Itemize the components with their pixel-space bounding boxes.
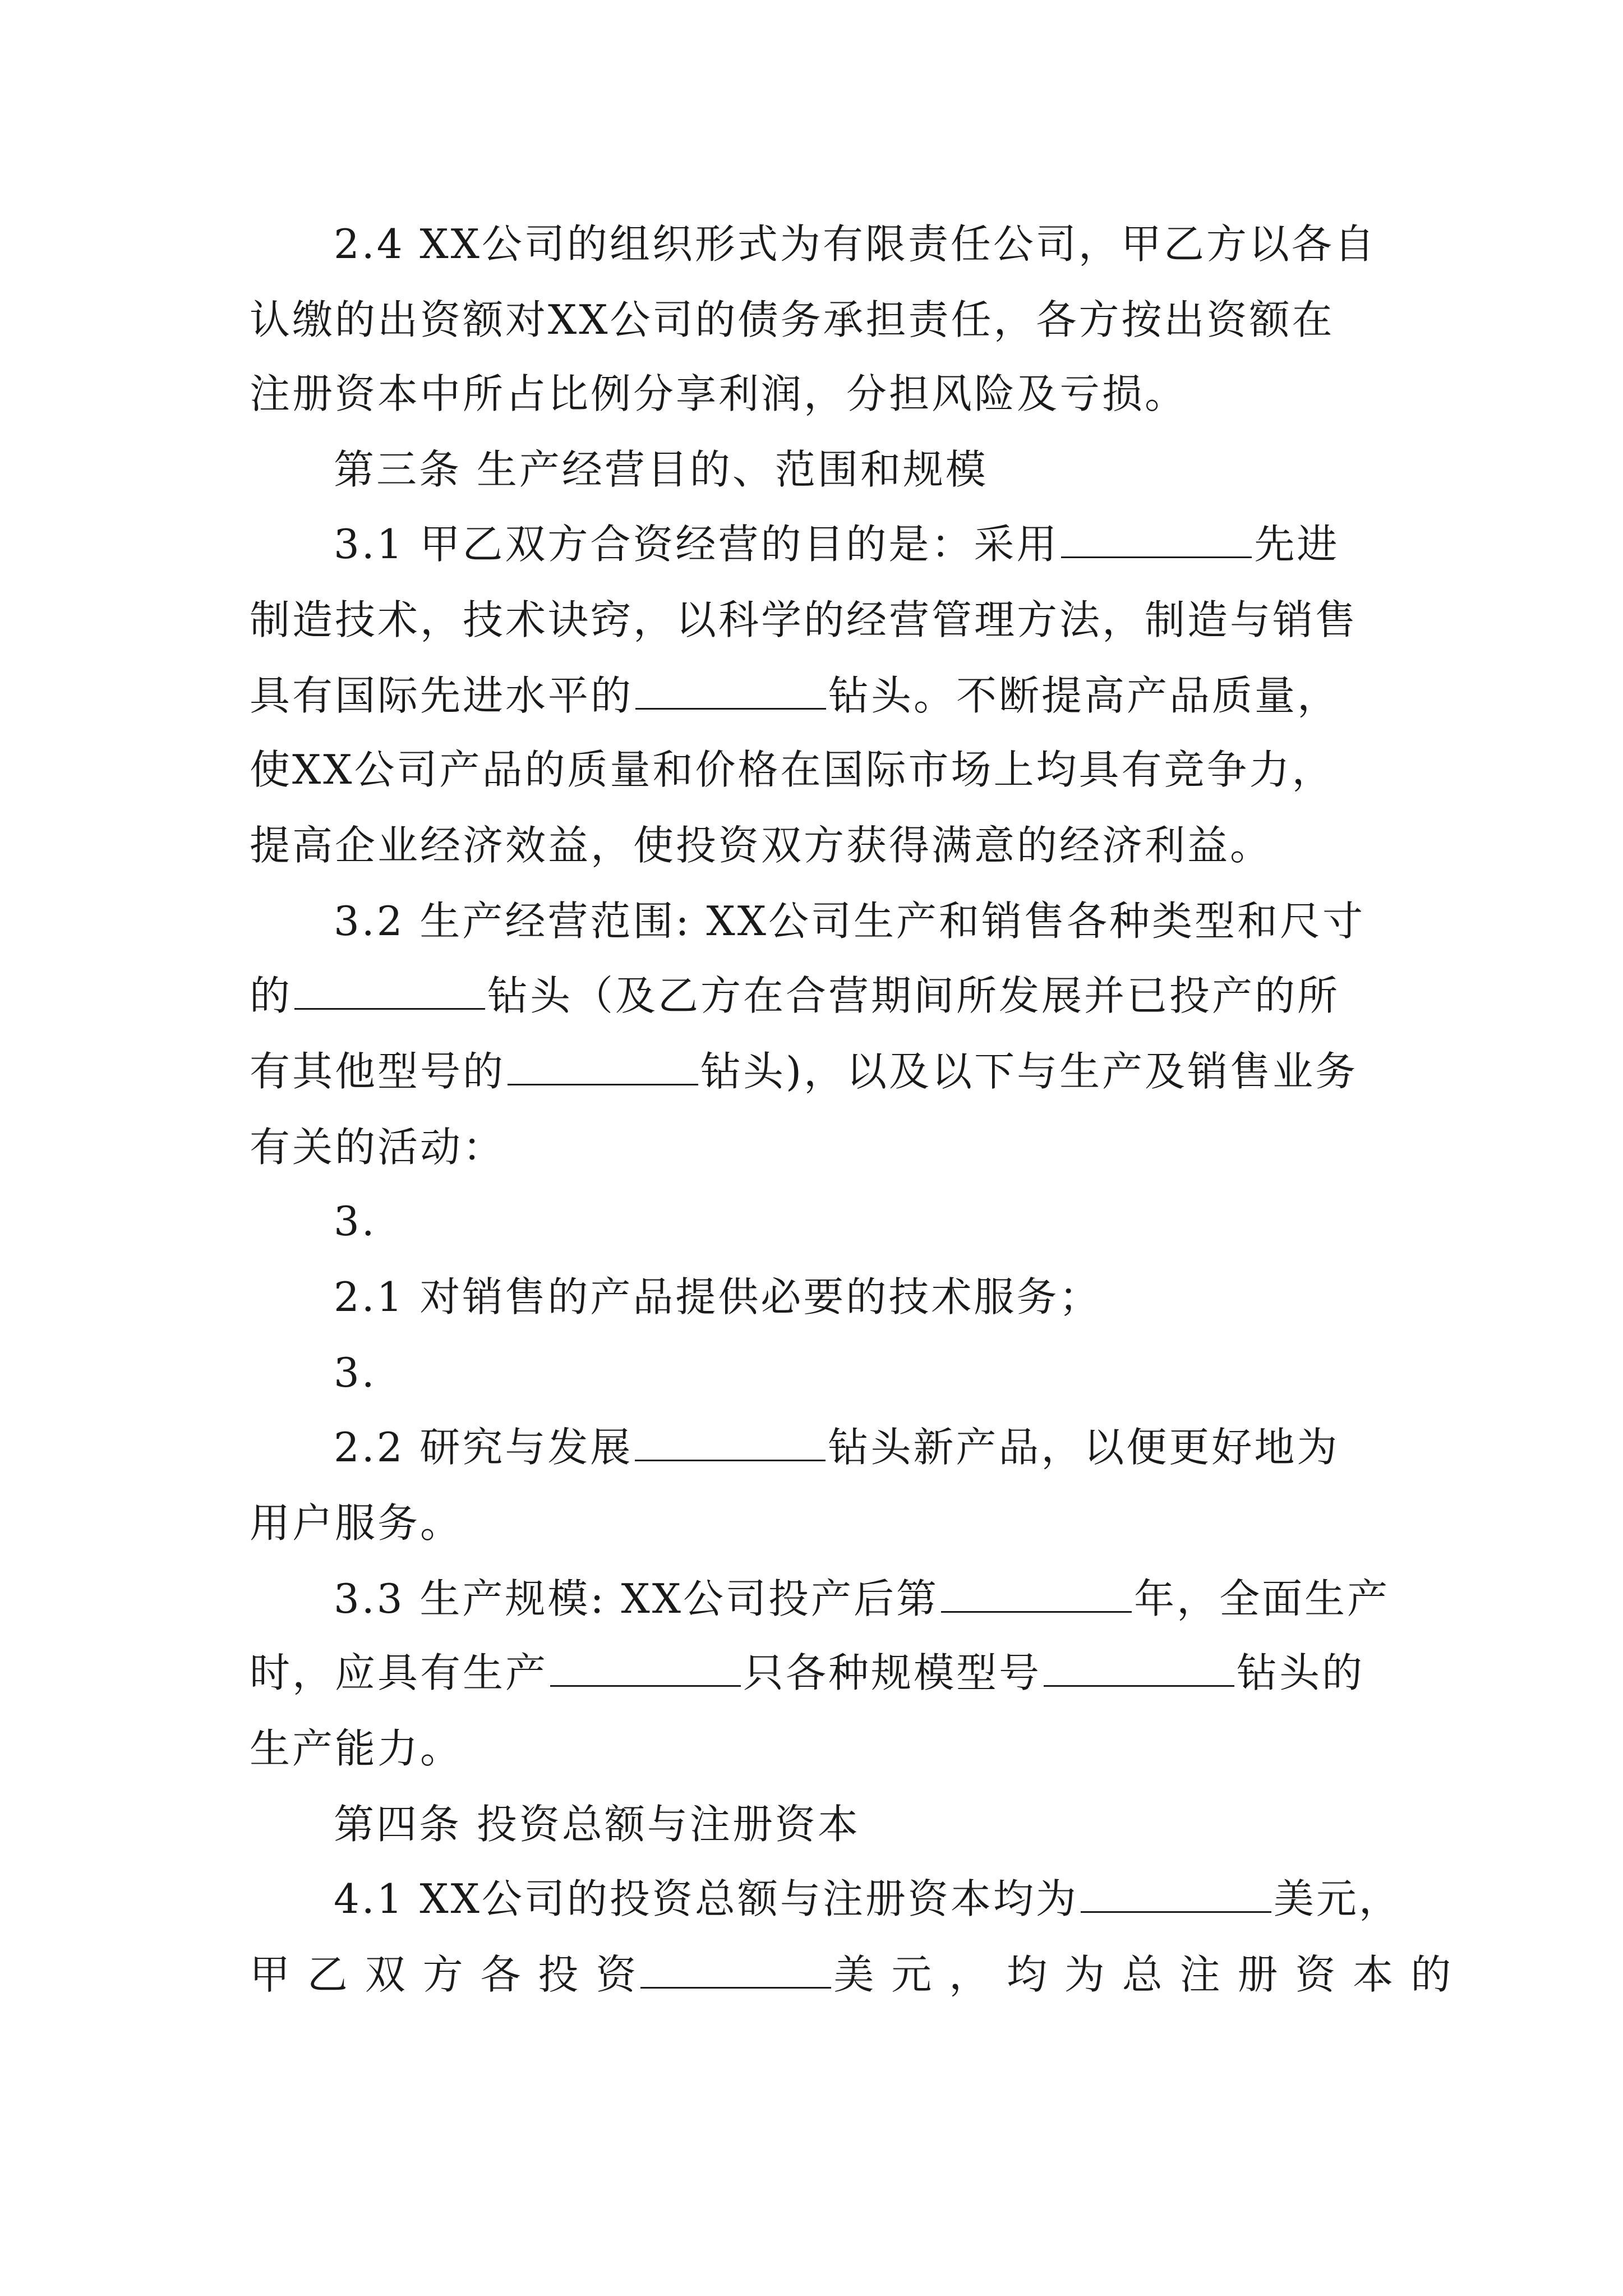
clause-3-3-line-3: 生产能力。 — [250, 1725, 463, 1772]
fill-blank — [635, 1426, 826, 1461]
clause-3-1-line-3: 具有国际先进水平的 钻头。不断提高产品质量， — [250, 672, 1340, 719]
fill-blank — [508, 1050, 698, 1085]
clause-3-1-line-5: 提高企业经济效益，使投资双方获得满意的经济利益。 — [250, 822, 1273, 869]
clause-3-2-1: 2.1 对销售的产品提供必要的技术服务； — [334, 1273, 1102, 1320]
article-3-heading: 第三条 生产经营目的、范围和规模 — [334, 446, 988, 493]
fill-blank — [294, 974, 485, 1010]
clause-3-2-line-4: 有关的活动： — [250, 1124, 506, 1171]
clause-3-2-line-3: 有其他型号的 钻头)，以及以下与生产及销售业务 — [250, 1048, 1358, 1095]
clause-3-2-2-line-1: 2.2 研究与发展 钻头新产品，以便更好地为 — [334, 1424, 1340, 1471]
clause-4-1-line-2: 甲 乙 双 方 各 投 资 美 元 ， 均 为 总 注 册 资 本 的 — [250, 1951, 1454, 1998]
clause-2-4-line-2: 认缴的出资额对XX公司的债务承担责任，各方按出资额在 — [250, 296, 1335, 343]
clause-3-3-line-1: 3.3 生产规模: XX公司投产后第 年，全面生产 — [334, 1575, 1390, 1622]
clause-2-4-line-1: 2.4 XX公司的组织形式为有限责任公司，甲乙方以各自 — [334, 220, 1377, 268]
clause-3-2-2-line-2: 用户服务。 — [250, 1499, 463, 1547]
fill-blank — [640, 1953, 831, 1989]
fill-blank — [550, 1651, 741, 1687]
clause-3-2-line-2: 的 钻头（及乙方在合营期间所发展并已投产的所 — [250, 972, 1340, 1019]
clause-3-2-line-1: 3.2 生产经营范围: XX公司生产和销售各种类型和尺寸 — [334, 898, 1366, 945]
fill-blank — [635, 674, 826, 710]
clause-3-1-line-1: 3.1 甲乙双方合资经营的目的是：采用 先进 — [334, 521, 1340, 568]
fill-blank — [1044, 1651, 1234, 1687]
fill-blank — [941, 1577, 1132, 1613]
clause-number-fragment: 3. — [334, 1198, 377, 1245]
clause-number-fragment: 3. — [334, 1349, 377, 1396]
article-4-heading: 第四条 投资总额与注册资本 — [334, 1801, 860, 1848]
fill-blank — [1081, 1878, 1271, 1913]
clause-4-1-line-1: 4.1 XX公司的投资总额与注册资本均为 美元， — [334, 1875, 1401, 1922]
clause-3-1-line-4: 使XX公司产品的质量和价格在国际市场上均具有竞争力， — [250, 746, 1335, 793]
fill-blank — [1061, 523, 1252, 558]
clause-2-4-line-3: 注册资本中所占比例分享利润，分担风险及亏损。 — [250, 370, 1188, 417]
clause-3-1-line-2: 制造技术，技术诀窍，以科学的经营管理方法，制造与销售 — [250, 596, 1358, 643]
clause-3-3-line-2: 时，应具有生产 只各种规模型号 钻头的 — [250, 1649, 1365, 1696]
